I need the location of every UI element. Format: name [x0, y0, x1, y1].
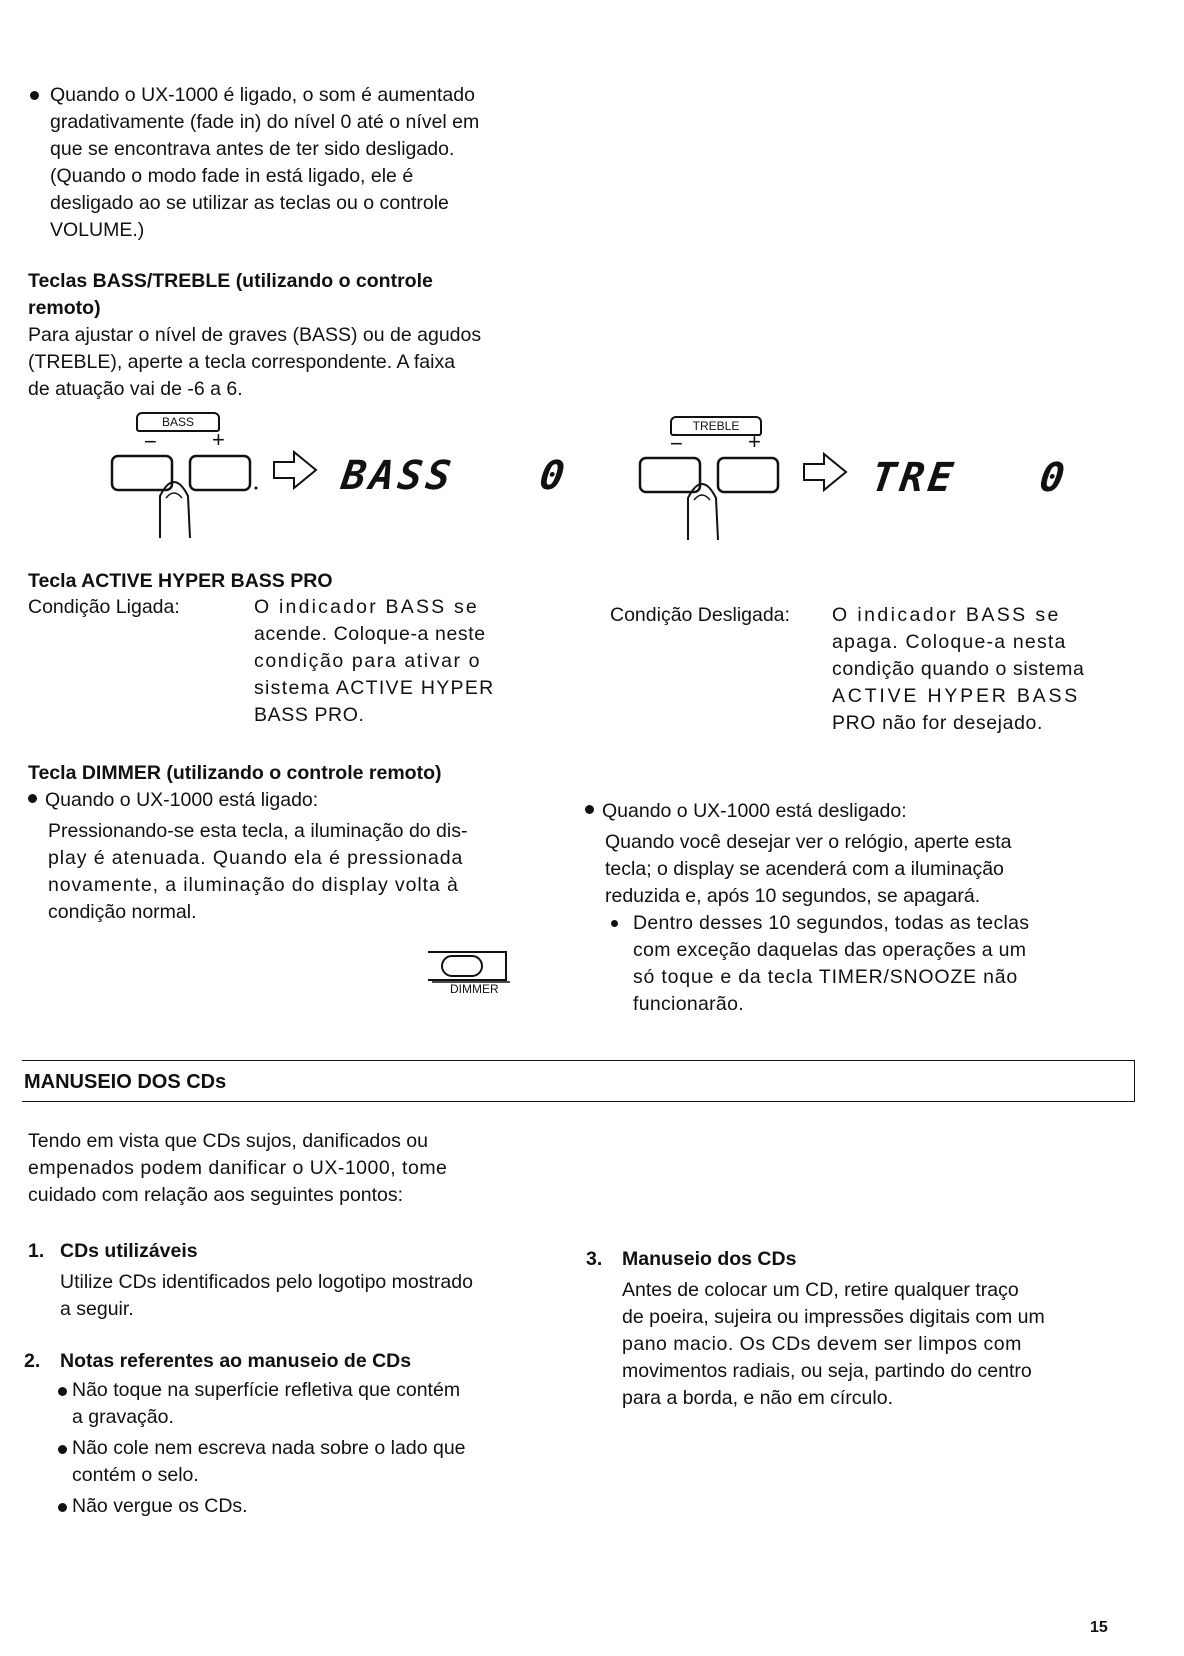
hyper-bass-on-line: O indicador BASS se — [254, 596, 479, 618]
section-title: MANUSEIO DOS CDs — [24, 1071, 227, 1093]
dimmer-off-line: reduzida e, após 10 segundos, se apagará. — [605, 885, 981, 907]
bullet-icon — [28, 794, 37, 803]
hyper-bass-off-line: O indicador BASS se — [832, 604, 1061, 626]
cd-item-2-bullet — [58, 1435, 544, 1489]
dimmer-on-line: Pressionando-se esta tecla, a iluminação do dis- — [48, 820, 468, 842]
dimmer-sub-bullet — [611, 910, 1125, 1018]
intro-line: (Quando o modo fade in está ligado, ele é — [50, 165, 414, 187]
plus-sign: + — [212, 427, 225, 452]
cd-item-1-heading — [28, 1238, 548, 1265]
hyper-bass-on-line: acende. Coloque-a neste — [254, 623, 486, 645]
cd-item-3-heading — [586, 1246, 1126, 1273]
intro-line: que se encontrava antes de ter sido desligado. — [50, 138, 455, 160]
minus-sign: − — [144, 429, 157, 454]
cd-item-2-bullet-line: Não cole nem escreva nada sobre o lado que — [72, 1437, 466, 1459]
dimmer-on-bullet-text: Quando o UX-1000 está ligado: — [45, 789, 319, 811]
dimmer-sub-line: com exceção daquelas das operações a um — [633, 939, 1027, 961]
page-number: 15 — [1090, 1619, 1108, 1636]
bullet-icon — [611, 920, 618, 927]
section-bar — [22, 1060, 1135, 1102]
dimmer-off-bullet — [585, 798, 1125, 825]
dimmer-key-illustration — [420, 946, 520, 1006]
dimmer-off-line: Quando você desejar ver o relógio, aperte esta — [605, 831, 1012, 853]
cd-item-2-bullet-line: a gravação. — [72, 1406, 174, 1428]
intro-line: Quando o UX-1000 é ligado, o som é aumentado — [50, 84, 475, 106]
cd-item-1-line: Utilize CDs identificados pelo logotipo mostrado — [60, 1271, 473, 1293]
bass-treble-section — [28, 268, 548, 403]
dimmer-section-left — [28, 760, 528, 926]
bass-treble-body: Para ajustar o nível de graves (BASS) ou de agudos — [28, 324, 482, 346]
intro-line: gradativamente (fade in) do nível 0 até o nível em — [50, 111, 480, 133]
cd-item-2-bullet — [58, 1377, 544, 1431]
dimmer-on-line: novamente, a iluminação do display volta à — [48, 874, 459, 896]
hyper-bass-heading: Tecla ACTIVE HYPER BASS PRO — [28, 570, 333, 592]
dimmer-sub-line: só toque e da tecla TIMER/SNOOZE não — [633, 966, 1019, 988]
cd-item-2-bullet-line: Não toque na superfície refletiva que contém — [72, 1379, 461, 1401]
bass-key-label: BASS — [136, 412, 220, 432]
intro-bullet — [30, 82, 530, 244]
item-number: 1. — [28, 1240, 45, 1262]
bullet-icon — [585, 805, 594, 814]
plus-sign: + — [748, 429, 761, 454]
bullet-icon — [58, 1503, 67, 1512]
cd-intro — [28, 1128, 528, 1209]
bass-treble-body: (TREBLE), aperte a tecla correspondente. A faixa — [28, 351, 456, 373]
dimmer-sub-line: funcionarão. — [633, 993, 744, 1015]
cd-item-1 — [28, 1238, 548, 1323]
dimmer-on-bullet — [28, 787, 528, 814]
cd-item-2 — [24, 1348, 544, 1520]
dimmer-on-line: condição normal. — [48, 901, 197, 923]
cd-intro-line: Tendo em vista que CDs sujos, danificados ou — [28, 1130, 428, 1152]
dimmer-off-bullet-text: Quando o UX-1000 está desligado: — [602, 800, 907, 822]
hyper-bass-off-line: ACTIVE HYPER BASS — [832, 685, 1081, 707]
cd-intro-line: empenados podem danificar o UX-1000, tome — [28, 1157, 448, 1179]
hyper-bass-off-label: Condição Desligada: — [610, 604, 790, 626]
treble-key-label: TREBLE — [670, 416, 762, 436]
dimmer-key-icon — [420, 946, 516, 986]
hyper-bass-off-text — [832, 602, 1132, 737]
bass-display-value: 0 — [536, 453, 572, 499]
item-number: 3. — [586, 1248, 603, 1270]
cd-item-3-line: pano macio. Os CDs devem ser limpos com — [622, 1333, 1022, 1355]
bass-key-illustration — [110, 412, 570, 542]
dimmer-off-body — [605, 829, 1125, 910]
cd-item-2-heading — [24, 1348, 544, 1375]
bass-treble-body: de atuação vai de -6 a 6. — [28, 378, 243, 400]
item-title: Notas referentes ao manuseio de CDs — [60, 1350, 412, 1372]
dimmer-off-line: tecla; o display se acenderá com a iluminação — [605, 858, 1004, 880]
item-number: 2. — [24, 1350, 41, 1372]
arrow-icon — [270, 448, 320, 492]
dimmer-sub-line: Dentro desses 10 segundos, todas as teclas — [633, 912, 1030, 934]
dimmer-on-body — [48, 818, 526, 926]
hyper-bass-off-line: apaga. Coloque-a nesta — [832, 631, 1067, 653]
treble-display-value: 0 — [1036, 455, 1072, 501]
hyper-bass-on-line: BASS PRO. — [254, 704, 365, 726]
treble-key-illustration — [610, 412, 1070, 542]
item-title: Manuseio dos CDs — [622, 1248, 797, 1270]
minus-sign: − — [670, 431, 683, 456]
bullet-icon — [30, 91, 39, 100]
cd-item-3-line: para a borda, e não em círculo. — [622, 1387, 893, 1409]
hyper-bass-on-label: Condição Ligada: — [28, 596, 180, 618]
hyper-bass-on-text — [254, 594, 534, 729]
cd-item-2-bullet — [58, 1493, 544, 1520]
cd-item-3 — [586, 1246, 1126, 1412]
intro-line: VOLUME.) — [50, 219, 145, 241]
dimmer-key-label: DIMMER — [450, 982, 499, 996]
hyper-bass-on-line: condição para ativar o — [254, 650, 482, 672]
item-title: CDs utilizáveis — [60, 1240, 198, 1262]
hyper-bass-on-line: sistema ACTIVE HYPER — [254, 677, 495, 699]
dimmer-section-right — [585, 798, 1125, 1018]
dimmer-on-line: play é atenuada. Quando ela é pressionada — [48, 847, 464, 869]
bass-display-text: BASS — [338, 453, 458, 499]
cd-item-1-line: a seguir. — [60, 1298, 134, 1320]
bullet-icon — [58, 1387, 67, 1396]
bass-treble-heading-cont: remoto) — [28, 297, 101, 319]
arrow-icon — [800, 450, 850, 494]
cd-item-3-line: Antes de colocar um CD, retire qualquer traço — [622, 1279, 1019, 1301]
cd-intro-line: cuidado com relação aos seguintes pontos: — [28, 1184, 404, 1206]
hyper-bass-off-line: PRO não for desejado. — [832, 712, 1043, 734]
intro-line: desligado ao se utilizar as teclas ou o controle — [50, 192, 449, 214]
hyper-bass-section — [28, 568, 1148, 734]
bass-treble-heading: Teclas BASS/TREBLE (utilizando o controle — [28, 270, 433, 292]
bullet-icon — [58, 1445, 67, 1454]
dimmer-heading: Tecla DIMMER (utilizando o controle remoto) — [28, 762, 442, 784]
cd-item-3-line: de poeira, sujeira ou impressões digitais com um — [622, 1306, 1045, 1328]
cd-item-2-bullet-line: contém o selo. — [72, 1464, 199, 1486]
cd-item-3-line: movimentos radiais, ou seja, partindo do centro — [622, 1360, 1032, 1382]
treble-display-text: TRE — [868, 455, 960, 501]
hyper-bass-off-line: condição quando o sistema — [832, 658, 1085, 680]
cd-item-2-bullet-line: Não vergue os CDs. — [72, 1495, 248, 1517]
